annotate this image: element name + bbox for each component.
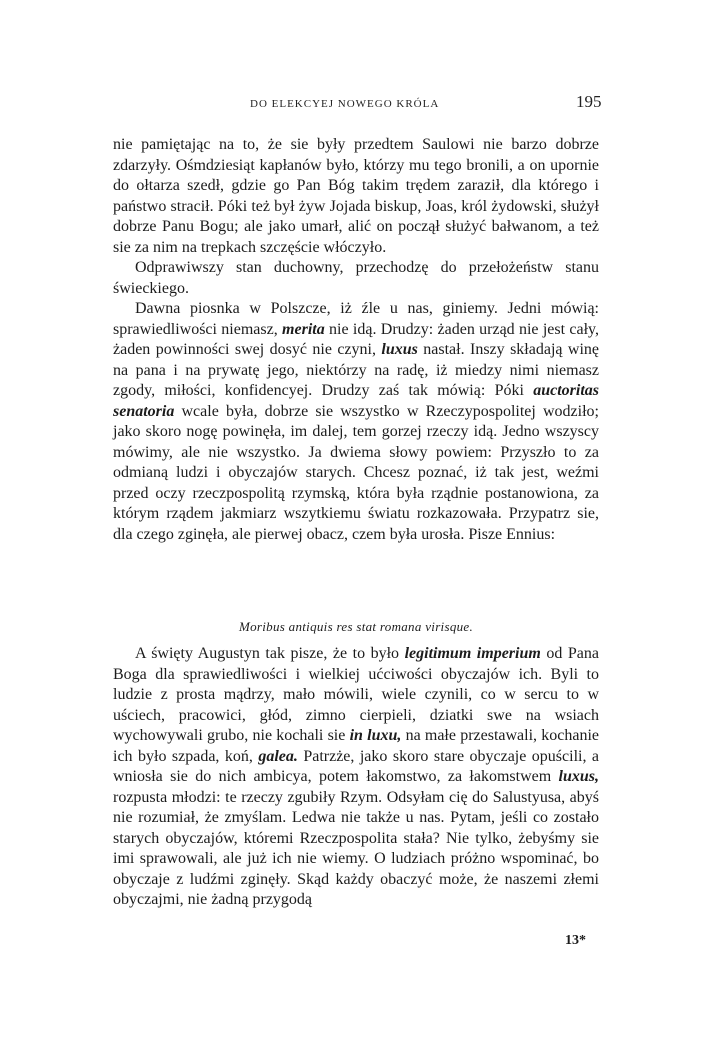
p3-text-3: nastał. Inszy składają winę na pana i na prywatę jego, niektórzy na radę, iż miedzy nimi niemasz zgody, miłości, konfidencyej. Drudzy zaś tak mówią: Póki <box>113 341 599 399</box>
text-block-lower <box>113 644 599 911</box>
p4-text-2: od Pana Boga dla sprawiedliwości i wielkiej ućciwości obyczajów ich. Byli to ludzie z prosta mądrzy, mało mówili, wiele czynili, co w sercu to w uściech, pracowici, głód, zimno cierpieli, dziatki swe na wsiach wychowywali grubo, nie kochali sie <box>113 645 599 744</box>
p3-text-1: Dawna piosnka w Polszcze, iż źle u nas, giniemy. Jedni mówią: sprawiedliwości niemasz, <box>113 300 599 338</box>
p4-text-3: na małe przestawali, kochanie ich było szpada, koń, <box>113 727 599 765</box>
text-block-upper <box>113 135 599 545</box>
p3-latin-3: auctoritas senatoria <box>113 382 599 420</box>
paragraph-2: Odprawiwszy stan duchowny, przechodzę do przełożeństw stanu świeckiego. <box>113 259 599 297</box>
running-head: DO ELEKCYEJ NOWEGO KRÓLA <box>250 98 440 110</box>
signature-mark: 13* <box>565 933 586 948</box>
p3-latin-1: merita <box>282 320 325 338</box>
latin-epigraph: Moribus antiquis res stat romana virisque. <box>238 619 474 634</box>
p3-latin-2: luxus <box>381 341 418 358</box>
p4-text-4: Patrzże, jako skoro stare obyczaje opuścili, a wniosła sie do nich ambicya, potem łakomstwo, za łakomstwem <box>113 747 600 785</box>
p4-latin-4: luxus, <box>558 768 599 785</box>
p4-latin-2: in luxu, <box>349 727 402 744</box>
p4-latin-1: legitimum imperium <box>404 645 541 662</box>
page-header <box>0 94 720 116</box>
p4-text-1: A święty Augustyn tak pisze, że to było <box>135 645 405 662</box>
page-number: 195 <box>576 92 602 111</box>
paragraph-4 <box>113 644 599 911</box>
p3-text-2: nie idą. Drudzy: żaden urząd nie jest cały, żaden powinności swej dosyć nie czyni, <box>113 320 600 358</box>
paragraph-3 <box>113 299 599 545</box>
paragraph-1: nie pamiętając na to, że sie były przedtem Saulowi nie barzo dobrze zdarzyły. Ośmdziesiąt kapłanów było, którzy mu tego bronili, a on upornie do ołtarza szedł, gdzie go Pan Bóg takim trędem zaraził, dla którego i państwo stracił. Póki też był żyw Jojada biskup, Joas, król żydowski, służył dobrze Panu Bogu; ale jako umarł, alić on począł służyć bałwanom, a też sie za nim na trepkach szczęście włóczyło. <box>113 136 599 256</box>
p3-text-4: wcale była, dobrze sie wszystko w Rzeczypospolitej wodziło; jako skoro nogę powinęła, im dalej, tem gorzej rzeczy idą. Jedno wszyscy mówimy, ale nie wszystko. Ja dwiema słowy powiem: Przyszło to za odmianą ludzi i obyczajów starych. Chcesz poznać, iż tak jest, weźmi przed oczy rzeczpospolitą rzymską, która była rządnie postanowiona, za którym rządem jakmiarz wszytkiemu światu rozkazowała. Przypatrz sie, dla czego zginęła, ale pierwej obacz, czem była urosła. Pisze Ennius: <box>113 402 599 543</box>
p4-text-5: rozpusta młodzi: te rzeczy zgubiły Rzym. Odsyłam cię do Salustyusa, abyś nie rozumiał, że zmyślam. Ledwa nie także u nas. Pytam, jeśli co zostało starych obyczajów, któremi Rzeczpospolita stała? Nie tylko, żebyśmy sie imi sprawowali, ale już ich nie wiemy. O ludziach próżno wspominać, bo obyczaje z ludźmi zginęły. Skąd każdy obaczyć może, że naszemi złemi obyczajmi, nie żadną przygodą <box>113 788 599 908</box>
p4-latin-3: galea. <box>258 747 298 765</box>
